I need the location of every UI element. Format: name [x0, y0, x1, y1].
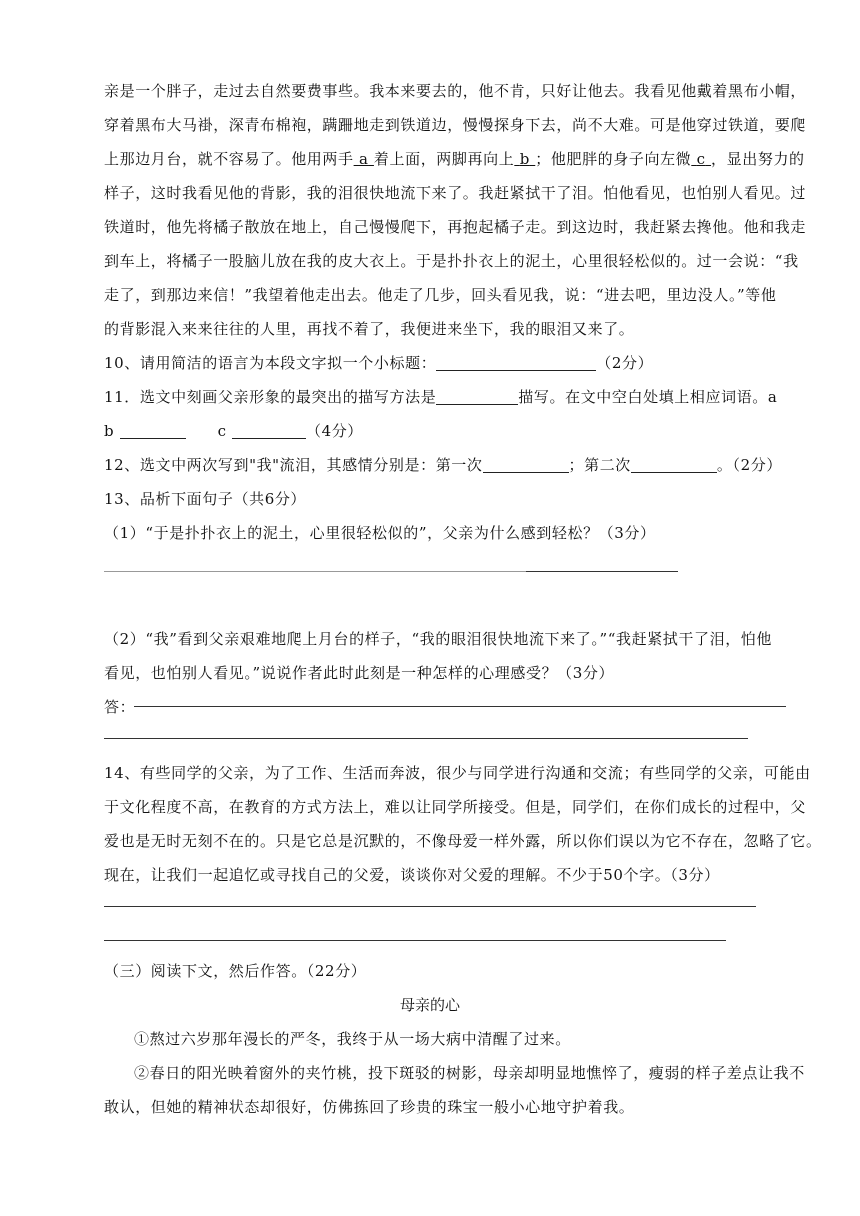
- answer-line[interactable]: [104, 571, 526, 572]
- q12-second-blank[interactable]: [631, 454, 717, 473]
- passage-line: 的背影混入来来往往的人里，再找不着了，我便进来坐下，我的眼泪又来了。: [104, 320, 635, 338]
- passage-line: 走了，到那边来信！”我望着他走出去。他走了几步，回头看见我，说：“进去吧，里边没人。”等他: [104, 286, 777, 304]
- answer-line[interactable]: [104, 906, 756, 907]
- question-10: 10、请用简洁的语言为本段文字拟一个小标题： （2分）: [104, 354, 654, 372]
- article-title: 母亲的心: [399, 996, 460, 1014]
- answer-line[interactable]: [134, 706, 786, 707]
- question-13-2-line1: （2）“我”看到父亲艰难地爬上月台的样子，“我的眼泪很快地流下来了。”“我赶紧拭干了泪，怕他: [104, 630, 772, 648]
- question-14: [104, 756, 822, 892]
- question-11: 11．选文中刻画父亲形象的最突出的描写方法是 描写。在文中空白处填上相应词语。a: [104, 388, 778, 406]
- q11-blank-b[interactable]: [120, 420, 186, 439]
- q11-method-blank[interactable]: [436, 386, 518, 405]
- question-11-blanks: b c （4分）: [104, 422, 363, 440]
- q14-line: 现在，让我们一起追忆或寻找自己的父爱，谈谈你对父爱的理解。不少于50个字。（3分）: [104, 866, 720, 884]
- passage-line: 铁道时，他先将橘子散放在地上，自己慢慢爬下，再抱起橘子走。到这边时，我赶紧去搀他。他和我走: [104, 218, 807, 236]
- answer-label: 答：: [104, 698, 136, 716]
- q14-line: 爱也是无时无刻不在的。只是它总是沉默的，不像母爱一样外露，所以你们误以为它不存在，忽略了它。: [104, 832, 822, 850]
- passage-line-with-blanks: 上那边月台，就不容易了。他用两手 a 着上面，两脚再向上 b ；他肥胖的身子向左微 c ，显出努力的: [104, 150, 805, 168]
- article-paragraph: 敢认，但她的精神状态却很好，仿佛拣回了珍贵的珠宝一般小心地守护着我。: [104, 1098, 635, 1116]
- q12-first-blank[interactable]: [483, 454, 569, 473]
- article-paragraph: ①熬过六岁那年漫长的严冬，我终于从一场大病中清醒了过来。: [134, 1030, 571, 1048]
- blank-b[interactable]: b: [519, 150, 530, 168]
- q11-blank-c[interactable]: [232, 420, 306, 439]
- passage-line: 穿着黑布大马褂，深青布棉袍，蹒跚地走到铁道边，慢慢探身下去，尚不大难。可是他穿过铁道，要爬: [104, 116, 807, 134]
- answer-line[interactable]: [104, 940, 726, 941]
- q14-line: 于文化程度不高，在教育的方式方法上，难以让同学所接受。但是，同学们，在你们成长的过程中，父: [104, 798, 807, 816]
- question-13-2-line2: 看见，也怕别人看见。”说说作者此时此刻是一种怎样的心理感受？（3分）: [104, 664, 615, 682]
- reading-passage: [104, 74, 807, 346]
- q14-line: 14、有些同学的父亲，为了工作、生活而奔波，很少与同学进行沟通和交流；有些同学的父亲，可能由: [104, 764, 811, 782]
- question-13-1: （1）“于是扑扑衣上的泥土，心里很轻松似的”，父亲为什么感到轻松？（3分）: [104, 524, 656, 542]
- article-paragraph: ②春日的阳光映着窗外的夹竹桃，投下斑驳的树影，母亲却明显地憔悴了，瘦弱的样子差点让我不: [134, 1064, 805, 1082]
- answer-line[interactable]: [104, 738, 748, 739]
- answer-line[interactable]: [526, 571, 678, 572]
- section-heading: （三）阅读下文，然后作答。（22分）: [104, 962, 367, 980]
- passage-line: 到车上，将橘子一股脑儿放在我的皮大衣上。于是扑扑衣上的泥土，心里很轻松似的。过一会说：“我: [104, 252, 799, 270]
- blank-a[interactable]: a: [358, 150, 369, 168]
- passage-line: 亲是一个胖子，走过去自然要费事些。我本来要去的，他不肯，只好让他去。我看见他戴着黑布小帽，: [104, 82, 807, 100]
- passage-line: 样子，这时我看见他的背影，我的泪很快地流下来了。我赶紧拭干了泪。怕他看见，也怕别人看见。过: [104, 184, 807, 202]
- q10-answer-blank[interactable]: [436, 352, 596, 371]
- question-12: 12、选文中两次写到"我"流泪，其感情分别是：第一次 ；第二次 。（2分）: [104, 456, 782, 474]
- question-13-title: 13、品析下面句子（共6分）: [104, 490, 307, 508]
- blank-c[interactable]: c: [696, 150, 706, 168]
